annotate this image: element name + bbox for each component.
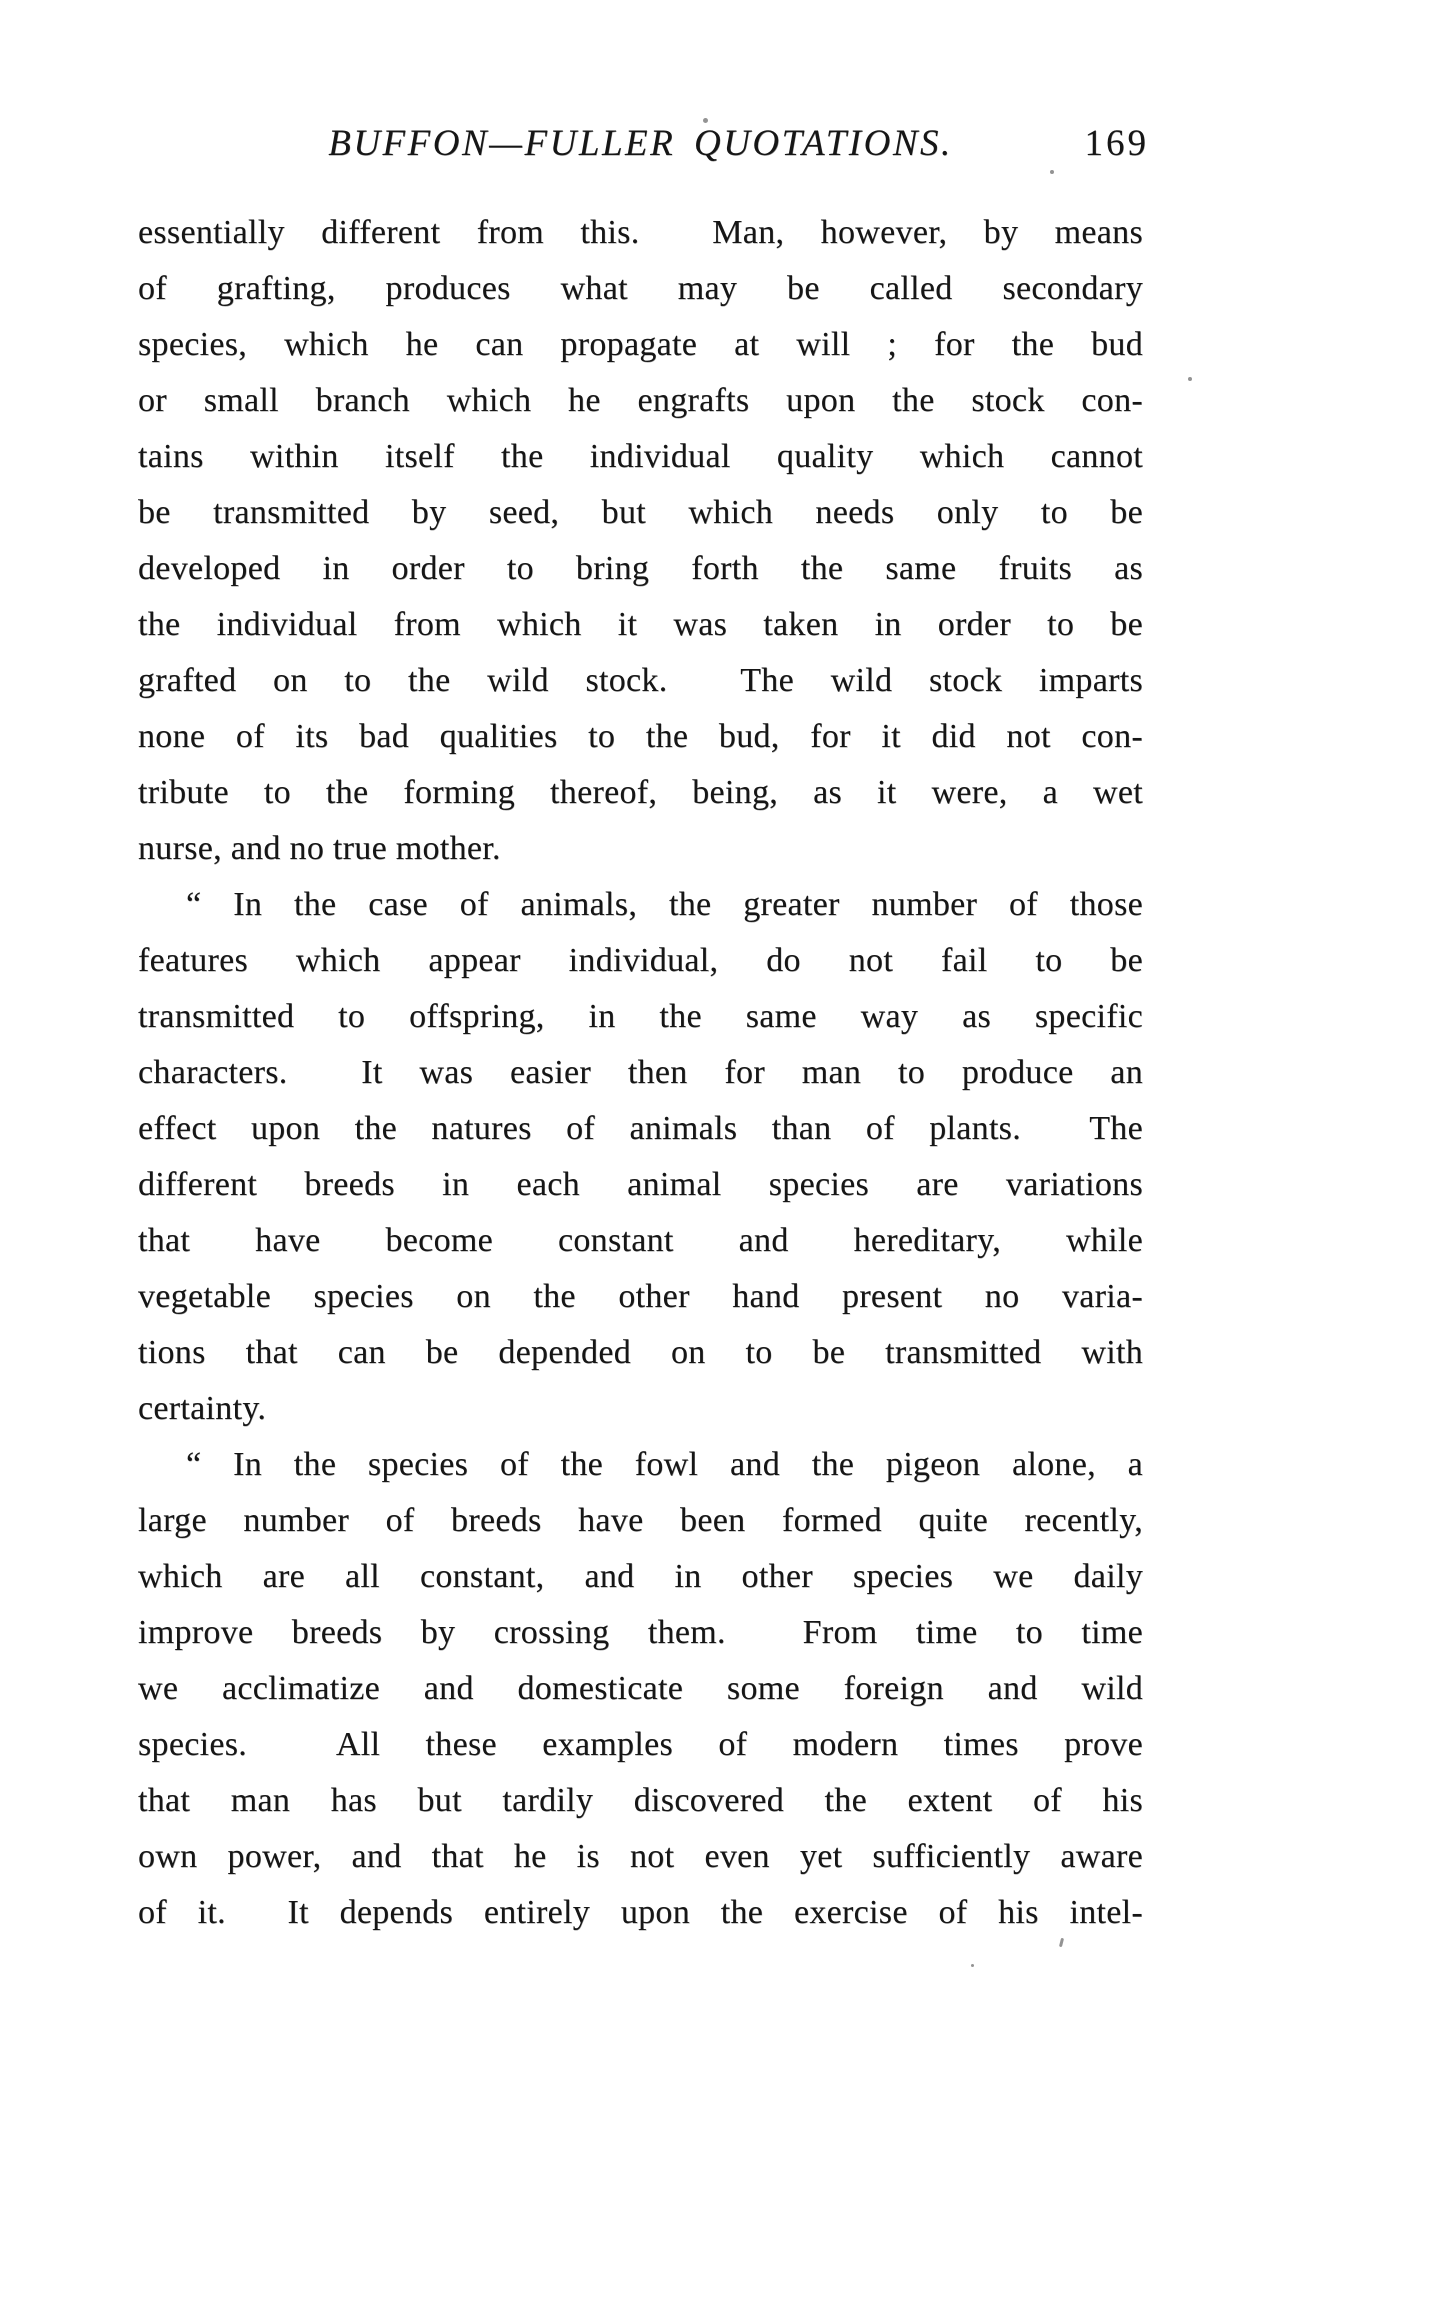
- text-line: “ In the species of the fowl and the pigeon alone, a: [186, 1446, 1143, 1483]
- text-line: of it. It depends entirely upon the exercise of his intel-: [138, 1894, 1143, 1931]
- text-line: own power, and that he is not even yet sufficiently aware: [138, 1838, 1143, 1875]
- text-line: essentially different from this. Man, however, by means: [138, 214, 1143, 251]
- text-line: tribute to the forming thereof, being, as it were, a wet: [138, 774, 1143, 811]
- text-line: effect upon the natures of animals than of plants. The: [138, 1110, 1143, 1147]
- text-line: improve breeds by crossing them. From time to time: [138, 1614, 1143, 1651]
- running-head: BUFFON—FULLER QUOTATIONS.: [328, 123, 953, 164]
- text-line: vegetable species on the other hand present no varia-: [138, 1278, 1143, 1315]
- text-line: tains within itself the individual quality which cannot: [138, 438, 1143, 475]
- scan-speck: [1188, 377, 1192, 381]
- scan-speck: [703, 118, 708, 123]
- text-line: large number of breeds have been formed quite recently,: [138, 1502, 1143, 1539]
- scan-speck: [1059, 1938, 1064, 1947]
- page-number: 169: [1084, 123, 1149, 164]
- text-line: which are all constant, and in other species we daily: [138, 1558, 1143, 1595]
- text-line: nurse, and no true mother.: [138, 830, 501, 867]
- text-line: “ In the case of animals, the greater number of those: [186, 886, 1143, 923]
- text-line: developed in order to bring forth the same fruits as: [138, 550, 1143, 587]
- text-line: we acclimatize and domesticate some foreign and wild: [138, 1670, 1143, 1707]
- text-line: that have become constant and hereditary, while: [138, 1222, 1143, 1259]
- text-line: certainty.: [138, 1390, 267, 1427]
- text-line: none of its bad qualities to the bud, for it did not con-: [138, 718, 1143, 755]
- text-line: features which appear individual, do not fail to be: [138, 942, 1143, 979]
- text-line: the individual from which it was taken in order to be: [138, 606, 1143, 643]
- text-line: species. All these examples of modern times prove: [138, 1726, 1143, 1763]
- text-line: different breeds in each animal species are variations: [138, 1166, 1143, 1203]
- text-line: be transmitted by seed, but which needs only to be: [138, 494, 1143, 531]
- text-line: or small branch which he engrafts upon the stock con-: [138, 382, 1143, 419]
- text-line: that man has but tardily discovered the extent of his: [138, 1782, 1143, 1819]
- text-line: species, which he can propagate at will ; for the bud: [138, 326, 1143, 363]
- scan-speck: [1050, 170, 1054, 174]
- text-block: [138, 205, 1143, 1941]
- page-header: [138, 122, 1149, 172]
- text-line: grafted on to the wild stock. The wild stock imparts: [138, 662, 1143, 699]
- text-line: transmitted to offspring, in the same way as specific: [138, 998, 1143, 1035]
- text-line: of grafting, produces what may be called secondary: [138, 270, 1143, 307]
- text-line: characters. It was easier then for man to produce an: [138, 1054, 1143, 1091]
- text-line: tions that can be depended on to be transmitted with: [138, 1334, 1143, 1371]
- scan-speck: [971, 1964, 974, 1967]
